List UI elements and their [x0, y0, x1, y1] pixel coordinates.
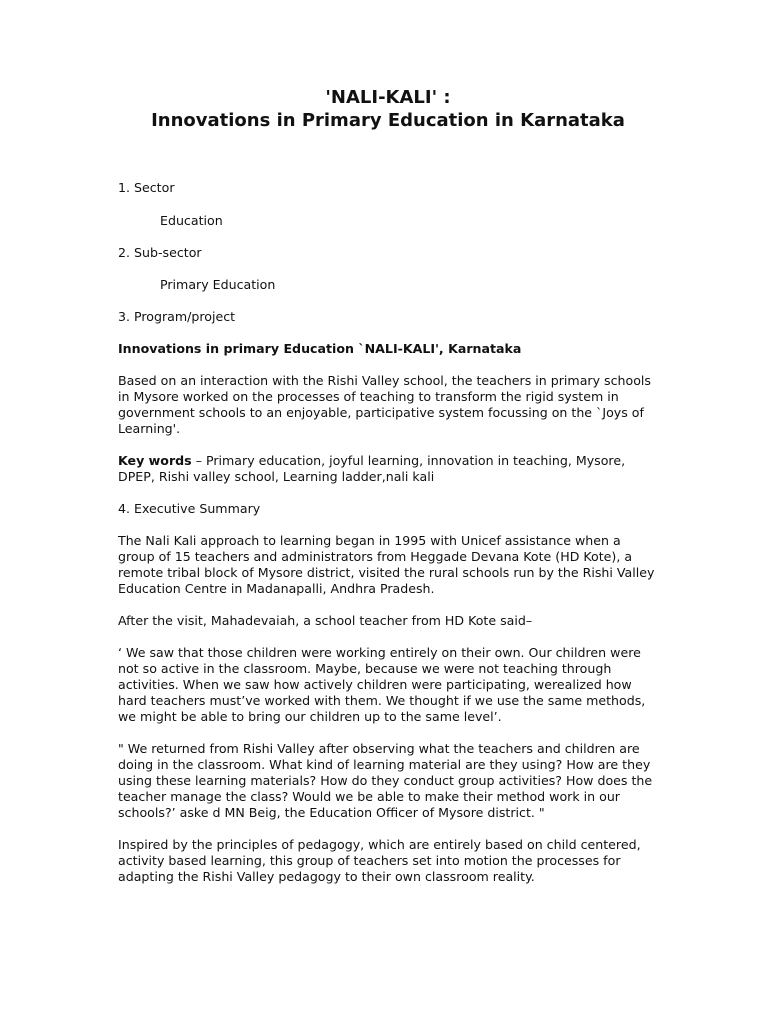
summary-paragraph-5: Inspired by the principles of pedagogy, which are entirely based on child centered, activity based learning, this group of teachers set into motion the processes for adapting the Rishi Valley pedagogy to their own classroom reality. — [118, 837, 641, 884]
section-3-label: 3. Program/project — [118, 309, 236, 324]
section-2-value: Primary Education — [160, 277, 276, 292]
summary-paragraph-3: ‘ We saw that those children were working entirely on their own. Our children were not so active in the classroom. Maybe, because we were not teaching through activities. When we saw how actively children were participating, werealized how hard teachers must’ve worked with them. We thought if we use the same methods, we might be able to bring our children up to the same level’. — [118, 645, 646, 724]
summary-paragraph-2: After the visit, Mahadevaiah, a school teacher from HD Kote said– — [118, 613, 533, 628]
summary-paragraph-4: " We returned from Rishi Valley after observing what the teachers and children are doing in the classroom. What kind of learning material are they using? How are they using these learning materials? How do they conduct group activities? How does the teacher manage the class? Would we be able to make their method work in our schools?’ aske d MN Beig, the Education Officer of Mysore district. " — [118, 741, 653, 820]
section-3-body: Based on an interaction with the Rishi Valley school, the teachers in primary schools in Mysore worked on the processes of teaching to transform the rigid system in government schools to an enjoyable, participative system focussing on the `Joys of Learning'. — [118, 373, 651, 436]
section-1-value: Education — [160, 213, 223, 228]
section-3-heading: Innovations in primary Education `NALI-KALI', Karnataka — [118, 341, 522, 356]
keywords-text: – Primary education, joyful learning, innovation in teaching, Mysore, DPEP, Rishi valley school, Learning ladder,nali kali — [118, 453, 626, 484]
title-line-2: Innovations in Primary Education in Karnataka — [151, 110, 625, 131]
title-line-1: 'NALI-KALI' : — [325, 87, 451, 108]
section-1-label: 1. Sector — [118, 180, 175, 195]
keywords-paragraph — [118, 453, 658, 485]
summary-paragraph-1: The Nali Kali approach to learning began in 1995 with Unicef assistance when a group of 15 teachers and administrators from Heggade Devana Kote (HD Kote), a remote tribal block of Mysore district, visited the rural schools run by the Rishi Valley Education Centre in Madanapalli, Andhra Pradesh. — [118, 533, 655, 596]
section-4-label: 4. Executive Summary — [118, 501, 261, 516]
section-2-label: 2. Sub-sector — [118, 245, 202, 260]
keywords-label: Key words — [118, 453, 192, 468]
document-page — [118, 86, 658, 885]
document-title — [88, 86, 688, 132]
